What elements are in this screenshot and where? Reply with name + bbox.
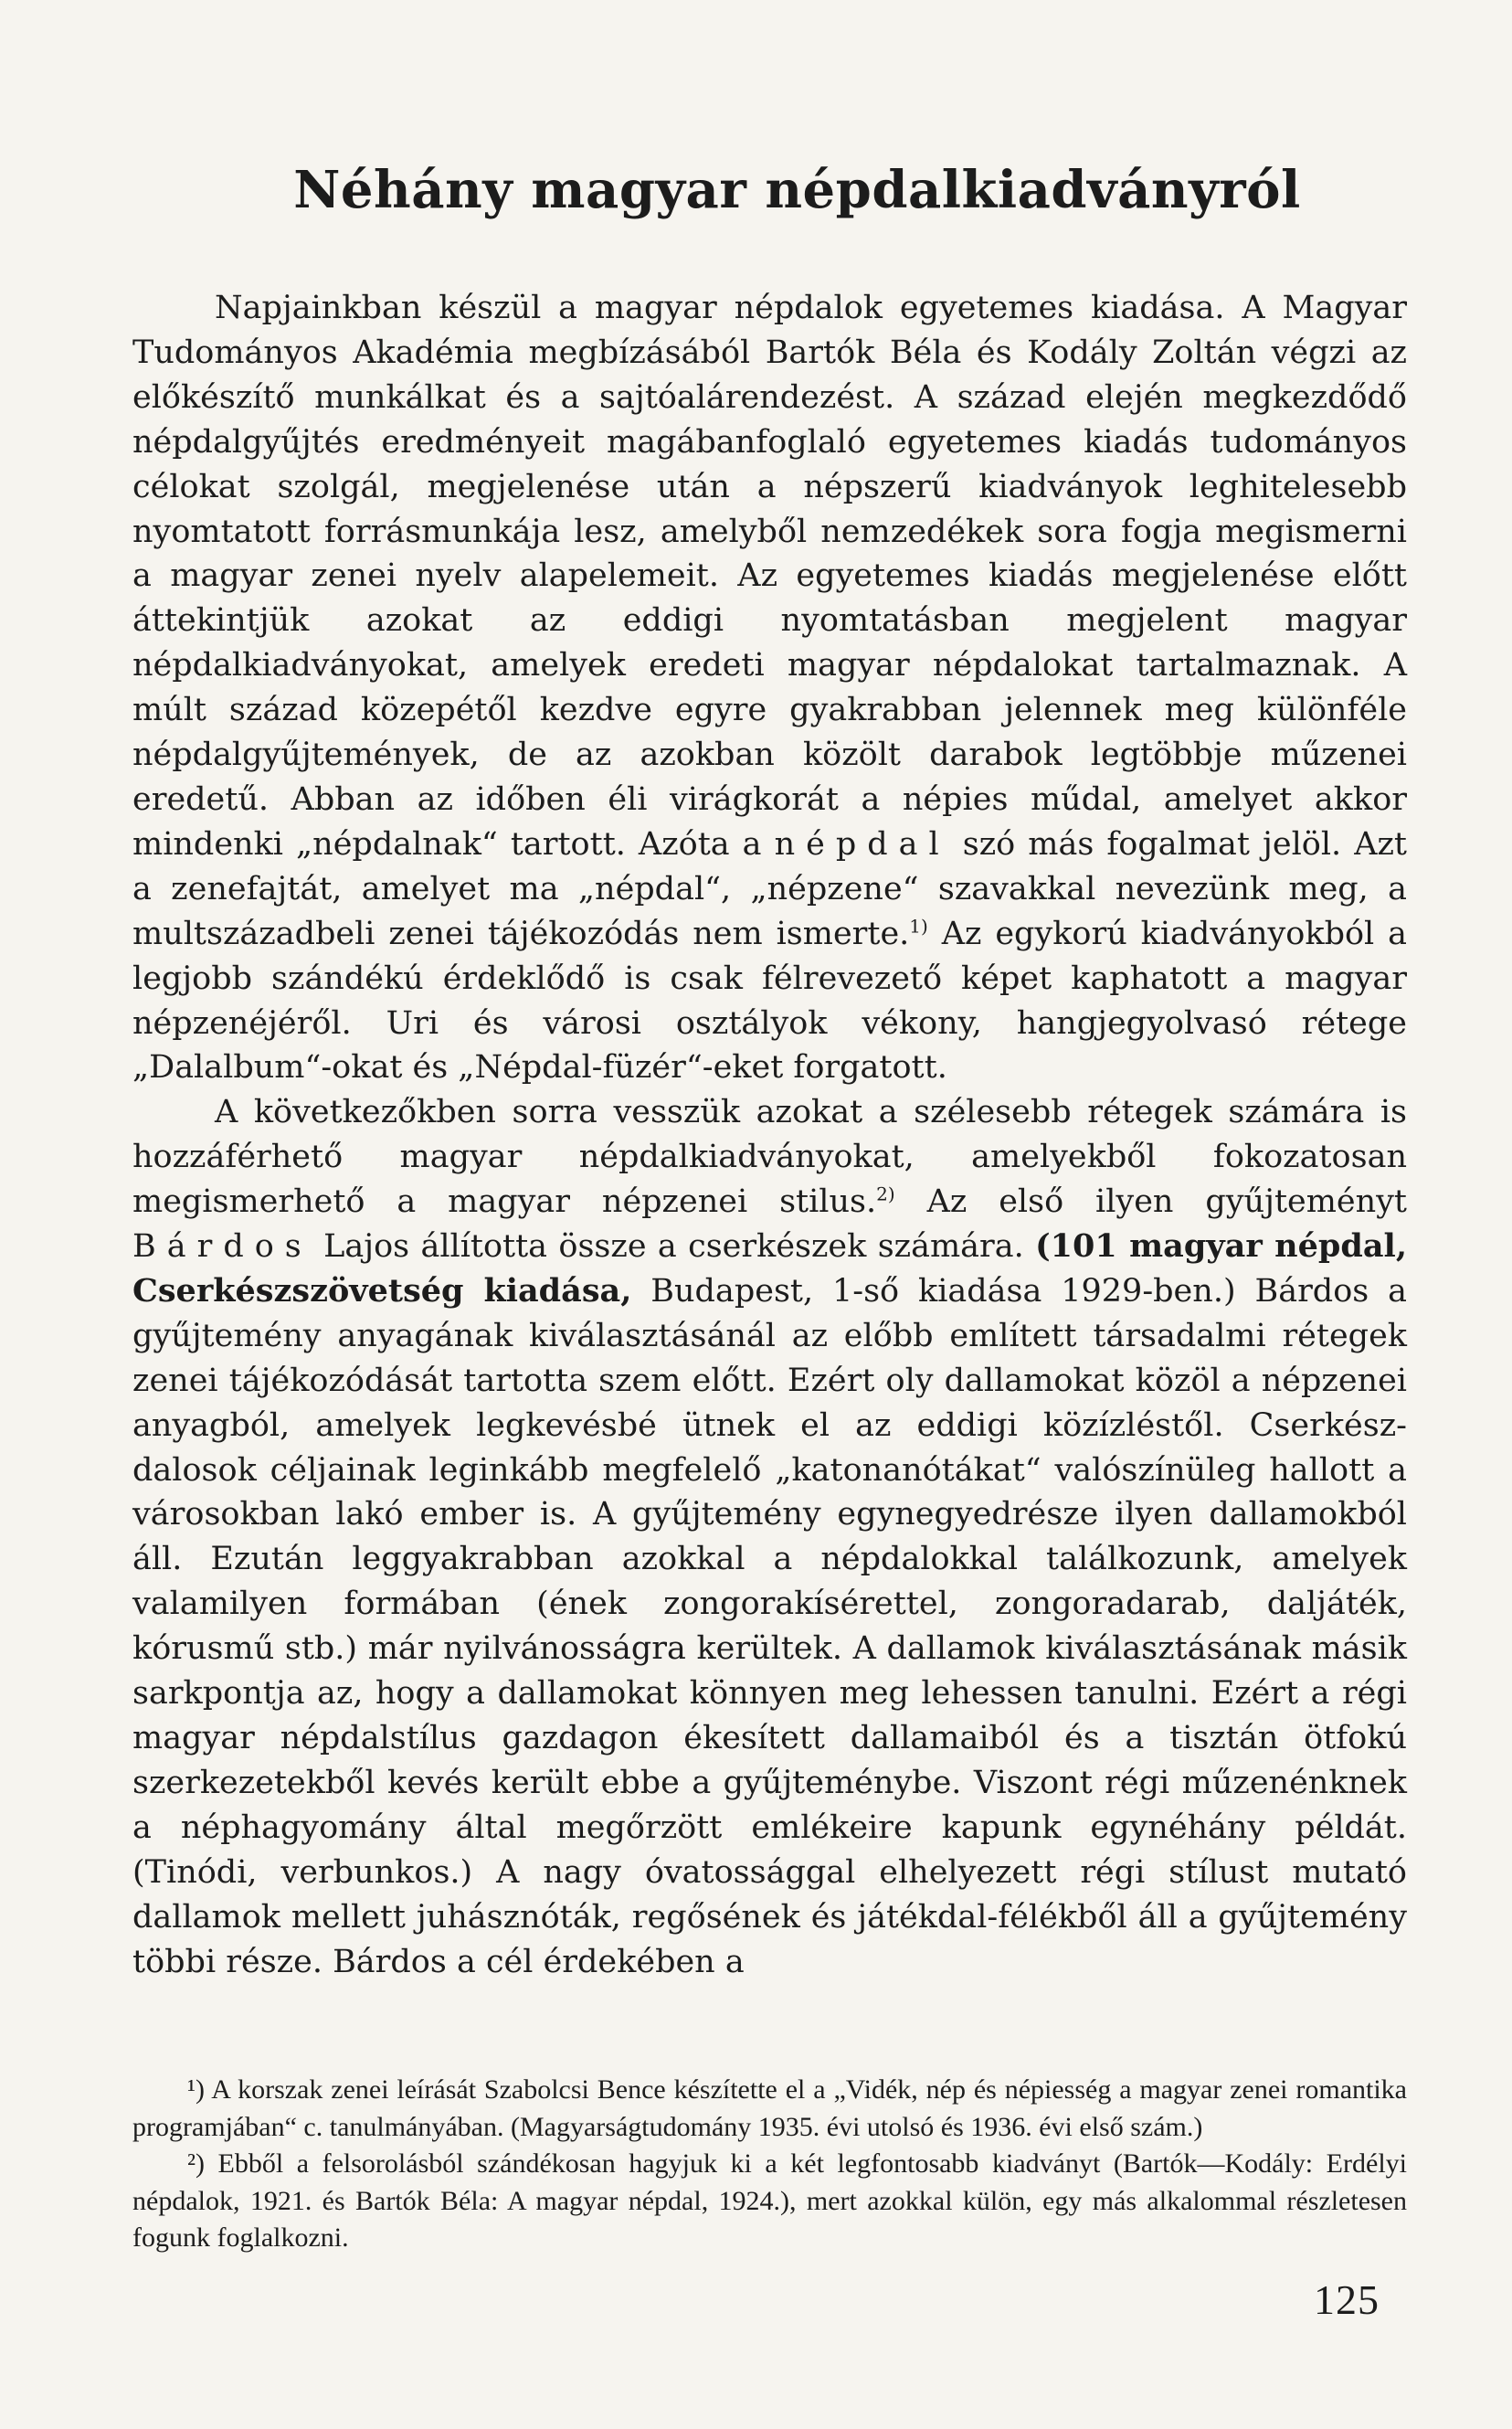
article-body xyxy=(132,286,1407,1984)
footnote-ref-1: 1) xyxy=(909,915,928,938)
paragraph-1-text-a: Napjainkban készül a magyar népdalok egyetemes kiadása. A Magyar Tudományos Akadémia megbízásából Bartók Béla és Kodály Zoltán végzi az előkészítő munkálkat és a sajtóalárendezést. A század elején megkezdődő népdalgyűjtés eredményeit magábanfoglaló egyetemes kiadás tudományos célokat szolgál, megjelenése után a népszerű kiadványok leghitelesebb nyomtatott forrásmunkája lesz, amelyből nemzedékek sora fogja megismerni a magyar zenei nyelv alapelemeit. Az egyetemes kiadás megjelenése előtt áttekintjük azokat az eddigi nyomtatásban megjelent magyar népdalkiadványokat, amelyek eredeti magyar népdalokat tartalmaznak. A múlt század közepétől kezdve egyre gyakrabban jelennek meg különféle népdalgyűjtemények, de az azokban közölt darabok legtöbbje műzenei eredetű. Abban az időben éli virágkorát a népies műdal, amelyet akkor mindenki „népdalnak“ tartott. Azóta a xyxy=(132,290,1407,863)
footnote-ref-2: 2) xyxy=(876,1183,895,1205)
spaced-name-bardos: Bárdos xyxy=(132,1228,312,1266)
paragraph-2 xyxy=(132,1090,1407,1984)
paragraph-1-text-c: Az egykorú kiadványokból a legjobb szándékú érdeklődő is csak félrevezető képet kaphatott a magyar népzenéjéről. Uri és városi osztályok vékony, hangjegyolvasó rétege „Dalalbum“-okat és „Népdal-füzér“-eket forgatott. xyxy=(132,915,1407,1087)
paragraph-2-text-d: Budapest, 1-ső kiadása 1929-ben.) Bárdos a gyűjtemény anyagának kiválasztásánál az előbb említett társadalmi rétegek zenei tájékozódását tartotta szem előtt. Ezért oly dallamokat közöl a népzenei anyagból, amelyek legkevésbé ütnek el az eddigi közízléstől. Cserkész-dalosok céljainak leginkább megfelelő „katonanótákat“ valószínüleg hallott a városokban lakó ember is. A gyűjtemény egynegyedrésze ilyen dallamokból áll. Ezután leggyakrabban azokkal a népdalokkal találkozunk, amelyek valamilyen formában (ének zongorakísérettel, zongoradarab, daljáték, kórusmű stb.) már nyilvánosságra kerültek. A dallamok kiválasztásának másik sarkpontja az, hogy a dallamokat könnyen meg lehessen tanulni. Ezért a régi magyar népdalstílus gazdagon ékesített dallamaiból és a tisztán ötfokú szerkezetekből kevés került ebbe a gyűjteménybe. Viszont régi műzenénknek a néphagyomány által megőrzött emlékeire kapunk egynéhány példát. (Tinódi, verbunkos.) A nagy óvatossággal elhelyezett régi stílust mutató dallamok mellett juhásznóták, regősének és játékdal-félékből áll a gyűjtemény többi része. Bárdos a cél érdekében a xyxy=(132,1272,1407,1980)
bold-book-title: (101 magyar népdal, Cserkészszövetség kiadása, xyxy=(132,1227,1407,1310)
footnote-2: ²) Ebből a felsorolásból szándékosan hagyjuk ki a két legfontosabb kiadványt (Bartók—Kodály: Erdélyi népdalok, 1921. és Bartók Béla: A magyar népdal, 1924.), mert azokkal külön, egy más alkalommal részletesen fogunk foglalkozni. xyxy=(132,2148,1407,2254)
paragraph-2-text-a: A következőkben sorra vesszük azokat a szélesebb rétegek számára is hozzáférhető magyar népdalkiadványokat, amelyekből fokozatosan megismerhető a magyar népzenei stilus. xyxy=(132,1094,1407,1221)
paragraph-2-text-b: Az első ilyen gyűjteményt xyxy=(926,1183,1407,1221)
paragraph-1 xyxy=(132,286,1407,1090)
article xyxy=(132,160,1407,2257)
paragraph-2-text-c: Lajos állította össze a cserkészek számára. xyxy=(323,1228,1024,1266)
footnote-1: ¹) A korszak zenei leírását Szabolcsi Bence készítette el a „Vidék, nép és népiesség a magyar zenei romantika programjában“ c. tanulmányában. (Magyarságtudomány 1935. évi utolsó és 1936. évi első szám.) xyxy=(132,2074,1407,2142)
footnotes xyxy=(132,2072,1407,2257)
paragraph-1-text-b: szó más fogalmat jelöl. Azt a zenefajtát, amelyet ma „népdal“, „népzene“ szavakkal nevezünk meg, a multszázadbeli zenei tájékozódás nem ismerte. xyxy=(132,825,1407,952)
page-number: 125 xyxy=(1314,2276,1380,2323)
spaced-word-nepdal: népdal xyxy=(774,825,950,863)
page-title: Néhány magyar népdalkiadványról xyxy=(293,160,1301,220)
